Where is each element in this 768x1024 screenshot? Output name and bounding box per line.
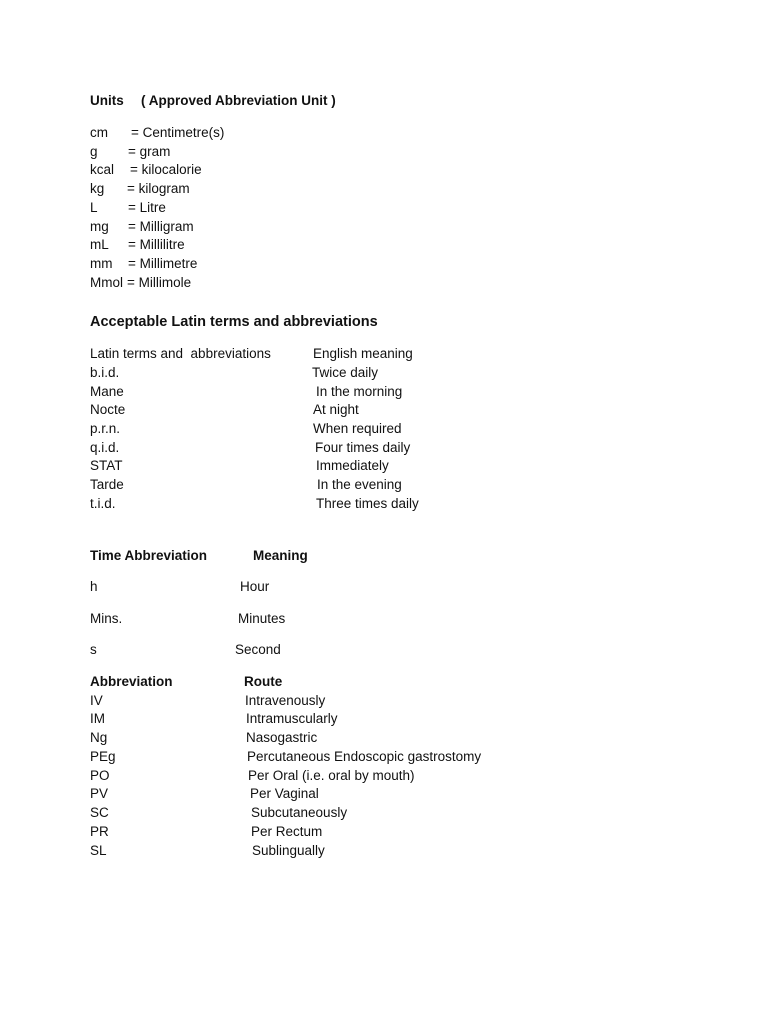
- unit-abbr: cm: [90, 125, 108, 140]
- latin-term: Mane: [90, 384, 124, 399]
- unit-meaning: = Centimetre(s): [131, 125, 225, 140]
- unit-abbr: g: [90, 144, 98, 159]
- latin-term: t.i.d.: [90, 496, 116, 511]
- route-abbr: PEg: [90, 749, 116, 764]
- latin-meaning: In the morning: [316, 384, 403, 399]
- latin-term: b.i.d.: [90, 365, 120, 380]
- route-abbr: Ng: [90, 730, 108, 745]
- unit-meaning: = Litre: [128, 200, 166, 215]
- route-abbr: IV: [90, 693, 103, 708]
- latin-meaning: At night: [313, 402, 359, 417]
- unit-meaning: = gram: [128, 144, 171, 159]
- unit-meaning: = Millimetre: [128, 256, 198, 271]
- unit-meaning: = kilocalorie: [130, 162, 202, 177]
- route-meaning: Per Oral (i.e. oral by mouth): [248, 768, 415, 783]
- latin-term: Nocte: [90, 402, 126, 417]
- unit-abbr: kcal: [90, 162, 115, 177]
- route-meaning: Per Rectum: [251, 824, 323, 839]
- latin-meaning: When required: [313, 421, 402, 436]
- time-meaning: Minutes: [238, 611, 286, 626]
- route-meaning: Per Vaginal: [250, 786, 319, 801]
- units-subtitle: ( Approved Abbreviation Unit ): [141, 93, 336, 108]
- time-abbr: h: [90, 579, 98, 594]
- unit-meaning: = kilogram: [127, 181, 190, 196]
- unit-abbr: L: [90, 200, 98, 215]
- time-abbr: Mins.: [90, 611, 123, 626]
- route-meaning: Percutaneous Endoscopic gastrostomy: [247, 749, 482, 764]
- unit-abbr: mg: [90, 219, 109, 234]
- latin-meaning: In the evening: [317, 477, 402, 492]
- unit-meaning: = Millimole: [127, 275, 192, 290]
- route-abbr: PO: [90, 768, 110, 783]
- unit-meaning: = Milligram: [128, 219, 194, 234]
- unit-abbr: mL: [90, 237, 109, 252]
- route-meaning: Nasogastric: [246, 730, 318, 745]
- route-abbr: PV: [90, 786, 109, 801]
- route-meaning: Intravenously: [245, 693, 326, 708]
- latin-term: q.i.d.: [90, 440, 120, 455]
- units-title: Units: [90, 93, 124, 108]
- unit-abbr: mm: [90, 256, 113, 271]
- unit-abbr: Mmol: [90, 275, 123, 290]
- time-col1-header: Time Abbreviation: [90, 548, 208, 563]
- latin-col2-header: English meaning: [313, 346, 413, 361]
- latin-meaning: Immediately: [316, 458, 389, 473]
- route-abbr: PR: [90, 824, 109, 839]
- route-meaning: Intramuscularly: [246, 711, 338, 726]
- latin-meaning: Four times daily: [315, 440, 411, 455]
- unit-abbr: kg: [90, 181, 105, 196]
- time-meaning: Hour: [240, 579, 270, 594]
- latin-meaning: Three times daily: [316, 496, 419, 511]
- latin-term: Tarde: [90, 477, 124, 492]
- time-col2-header: Meaning: [253, 548, 308, 563]
- route-abbr: IM: [90, 711, 105, 726]
- latin-meaning: Twice daily: [312, 365, 379, 380]
- time-abbr: s: [90, 642, 97, 657]
- route-meaning: Subcutaneously: [251, 805, 348, 820]
- route-abbr: SC: [90, 805, 109, 820]
- latin-term: p.r.n.: [90, 421, 121, 436]
- latin-heading: Acceptable Latin terms and abbreviations: [90, 314, 378, 330]
- route-col2-header: Route: [244, 674, 283, 689]
- latin-term: STAT: [90, 458, 123, 473]
- route-col1-header: Abbreviation: [90, 674, 173, 689]
- route-meaning: Sublingually: [252, 843, 325, 858]
- time-meaning: Second: [235, 642, 281, 657]
- unit-meaning: = Millilitre: [128, 237, 185, 252]
- route-abbr: SL: [90, 843, 107, 858]
- latin-col1-header: Latin terms and abbreviations: [90, 346, 271, 361]
